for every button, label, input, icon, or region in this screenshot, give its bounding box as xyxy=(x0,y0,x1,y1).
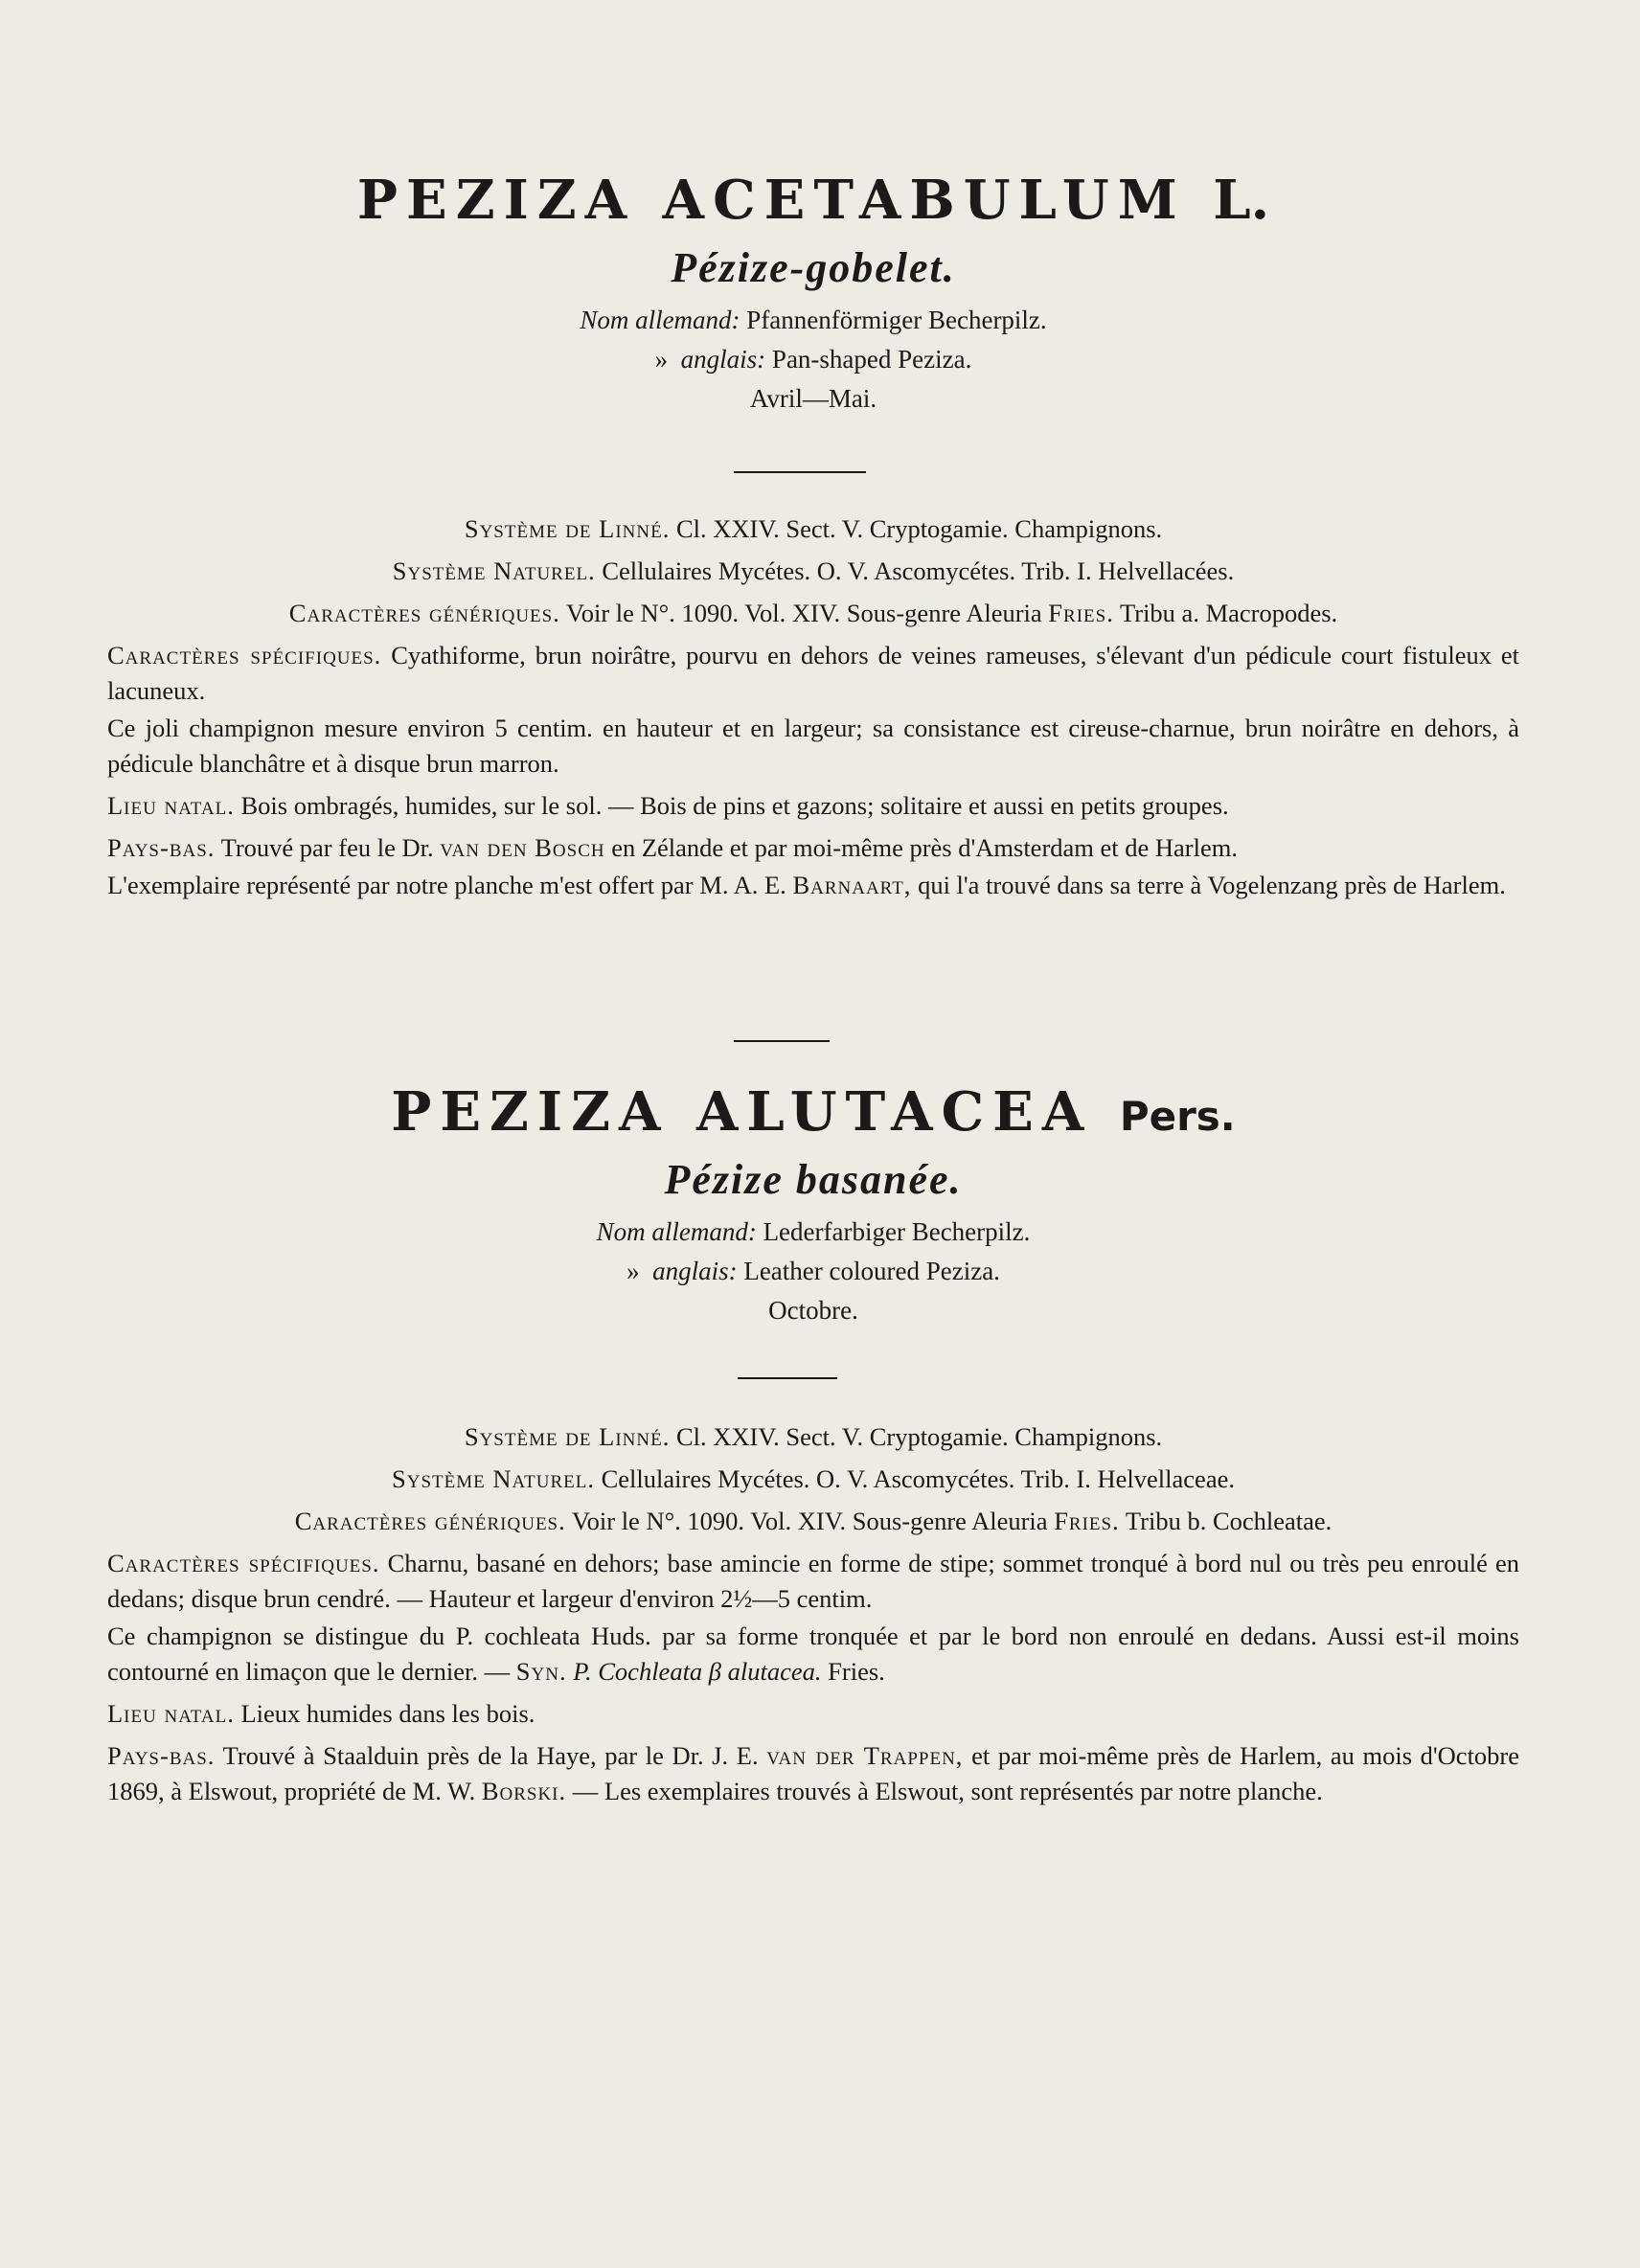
description-paragraph: Ce champignon se distingue du P. cochleata Huds. par sa forme tronquée et par le bord non enroulé en dedans. Aussi est-il moins contourné en limaçon que le dernier. — Syn. P. Cochleata β alutacea. Fries. xyxy=(107,1622,1519,1686)
naturel-line: Système Naturel. Cellulaires Mycétes. O. V. Ascomycétes. Trib. I. Helvellacées. xyxy=(392,556,1235,585)
specifiques-paragraph: Caractères spécifiques. Charnu, basané en dehors; base amincie en forme de stipe; sommet tronqué à bord nul ou très peu enroulé en dedans; disque brun cendré. — Hauteur et largeur d'environ 2½—5 centim. xyxy=(107,1549,1519,1613)
separator-rule xyxy=(734,471,866,473)
english-name-line: » anglais: Leather coloured Peziza. xyxy=(626,1257,1000,1285)
section2-body xyxy=(107,1419,1519,1809)
linne-line: Système de Linné. Cl. XXIV. Sect. V. Cryptogamie. Champignons. xyxy=(464,514,1163,543)
german-name-line: Nom allemand: Pfannenförmiger Becherpilz. xyxy=(580,306,1047,334)
section1-body xyxy=(107,511,1519,903)
pays-bas-paragraph: Pays-bas. Trouvé par feu le Dr. van den Bosch en Zélande et par moi-même près d'Amsterdam et de Harlem. xyxy=(107,833,1238,862)
linne-line: Système de Linné. Cl. XXIV. Sect. V. Cryptogamie. Champignons. xyxy=(464,1422,1163,1451)
english-name-line: » anglais: Pan-shaped Peziza. xyxy=(654,345,972,374)
french-name: Pézize basanée. xyxy=(664,1156,963,1203)
naturel-line: Système Naturel. Cellulaires Mycétes. O. V. Ascomycétes. Trib. I. Helvellaceae. xyxy=(392,1464,1235,1493)
exemplaire-paragraph: L'exemplaire représenté par notre planche m'est offert par M. A. E. Barnaart, qui l'a trouvé dans sa terre à Vogelenzang près de Harlem. xyxy=(107,871,1506,899)
section1-header xyxy=(107,169,1519,414)
generiques-line: Caractères génériques. Voir le N°. 1090. Vol. XIV. Sous-genre Aleuria Fries. Tribu b. Cochleatae. xyxy=(294,1507,1332,1535)
german-name-line: Nom allemand: Lederfarbiger Becherpilz. xyxy=(596,1217,1031,1246)
pays-bas-paragraph: Pays-bas. Trouvé à Staalduin près de la Haye, par le Dr. J. E. van der Trappen, et par moi-même près de Harlem, au mois d'Octobre 1869, à Elswout, propriété de M. W. Borski. — Les exemplaires trouvés à Elswout, sont représentés par notre planche. xyxy=(107,1741,1520,1805)
season-line: Avril—Mai. xyxy=(749,384,877,413)
section2-header xyxy=(107,1080,1519,1326)
lieu-natal-line: Lieu natal. Lieux humides dans les bois. xyxy=(107,1699,535,1728)
species-title: PEZIZA ACETABULUM L. xyxy=(356,169,1270,232)
specifiques-paragraph: Caractères spécifiques. Cyathiforme, brun noirâtre, pourvu en dehors de veines rameuses, s'élevant d'un pédicule court fistuleux et lacuneux. xyxy=(107,641,1520,705)
separator-rule xyxy=(738,1377,837,1379)
species-title: PEZIZA ALUTACEA Pers. xyxy=(391,1080,1236,1144)
french-name: Pézize-gobelet. xyxy=(671,244,956,291)
generiques-line: Caractères génériques. Voir le N°. 1090. Vol. XIV. Sous-genre Aleuria Fries. Tribu a. Macropodes. xyxy=(288,599,1338,627)
lieu-natal-line: Lieu natal. Bois ombragés, humides, sur le sol. — Bois de pins et gazons; solitaire et aussi en petits groupes. xyxy=(107,791,1229,820)
separator-rule xyxy=(734,1040,830,1042)
description-paragraph: Ce joli champignon mesure environ 5 centim. en hauteur et en largeur; sa consistance est cireuse-charnue, brun noirâtre en dehors, à pédicule blanchâtre et à disque brun marron. xyxy=(107,714,1519,778)
season-line: Octobre. xyxy=(768,1296,858,1325)
